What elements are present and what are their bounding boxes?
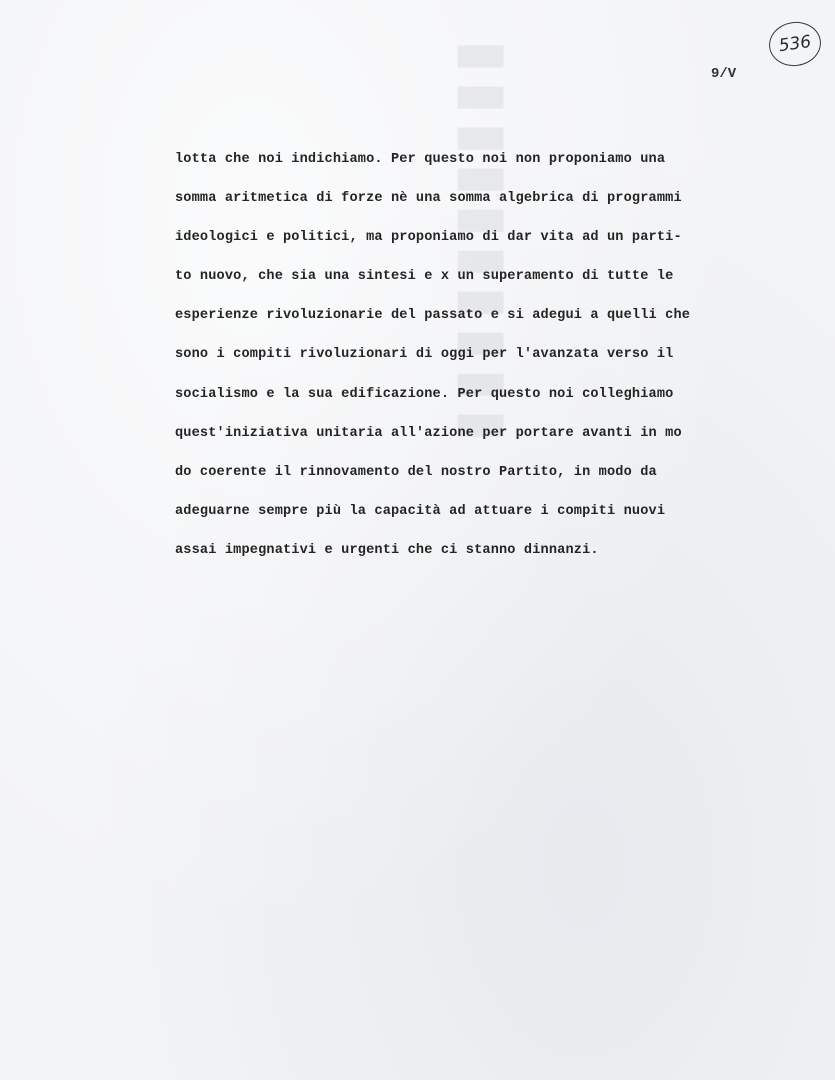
- text-line: socialismo e la sua edificazione. Per questo noi colleghiamo: [175, 386, 674, 402]
- text-line: esperienze rivoluzionarie del passato e si adegui a quelli che: [175, 308, 691, 324]
- typed-paragraph: [175, 140, 795, 570]
- text-line: to nuovo, che sia una sintesi e x un superamento di tutte le: [175, 269, 674, 285]
- archive-stamp: [766, 19, 824, 70]
- text-line: ideologici e politici, ma proponiamo di dar vita ad un parti-: [175, 230, 682, 246]
- text-line: lotta che noi indichiamo. Per questo noi non proponiamo una: [175, 152, 666, 167]
- stamp-number: 536: [777, 31, 813, 57]
- page-number: 9/V: [711, 66, 737, 82]
- text-line: quest'iniziativa unitaria all'azione per portare avanti in mo: [175, 425, 682, 441]
- text-line: sono i compiti rivoluzionari di oggi per l'avanzata verso il: [175, 347, 674, 363]
- text-line: do coerente il rinnovamento del nostro Partito, in modo da: [175, 464, 657, 480]
- bleed-through-watermark: ▮▮▮▮▮▮▮▮▮▮: [450, 40, 520, 451]
- text-line: assai impegnativi e urgenti che ci stanno dinnanzi.: [175, 542, 599, 558]
- text-line: somma aritmetica di forze nè una somma algebrica di programmi: [175, 191, 682, 207]
- text-line: adeguarne sempre più la capacità ad attuare i compiti nuovi: [175, 503, 666, 519]
